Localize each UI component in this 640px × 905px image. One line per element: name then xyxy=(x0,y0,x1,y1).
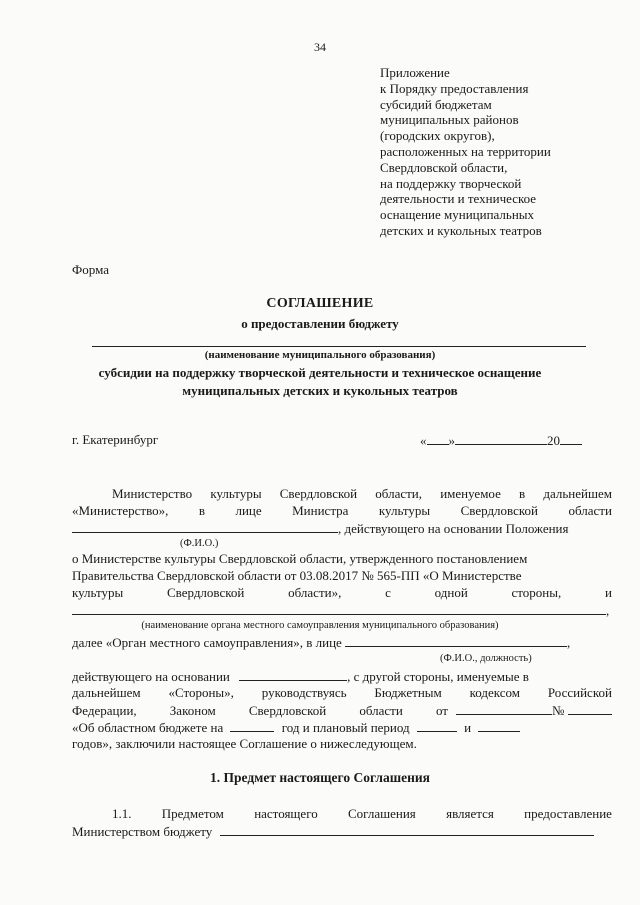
fio-caption: (Ф.И.О.) xyxy=(180,538,219,549)
word: области xyxy=(568,503,612,518)
plan-year2-blank xyxy=(478,719,520,732)
document-title: СОГЛАШЕНИЕ xyxy=(266,296,374,311)
section1-heading: 1. Предмет настоящего Соглашения xyxy=(210,770,430,785)
section1-1-line2 xyxy=(72,823,612,840)
word: Российской xyxy=(547,685,612,700)
paragraph1-line12-a: «Об областном бюджете на xyxy=(72,720,224,735)
word: Соглашения xyxy=(348,806,416,821)
basis-blank xyxy=(239,668,347,681)
city-label: г. Екатеринбург xyxy=(72,432,159,447)
appendix-line: расположенных на территории xyxy=(380,143,551,159)
appendix-line: на поддержку творческой xyxy=(380,175,522,191)
paragraph1-line8 xyxy=(72,634,612,651)
paragraph1-line5: Правительства Свердловской области от 03.08.2017 № 565-ПП «О Министерстве xyxy=(72,568,522,583)
law-number-sign: № xyxy=(552,703,565,718)
paragraph1-line9-tail: , с другой стороны, именуемые в xyxy=(347,669,529,684)
paragraph1-line8-tail: , xyxy=(567,635,571,650)
law-date-blank xyxy=(456,702,552,715)
paragraph1-line1 xyxy=(112,486,612,503)
document-subtitle: о предоставлении бюджету xyxy=(241,316,399,331)
word: дальнейшем xyxy=(72,685,141,700)
paragraph1-line6 xyxy=(72,585,612,602)
word: Свердловской xyxy=(166,585,245,600)
word: Министра xyxy=(292,503,349,518)
municipality-blank-line xyxy=(92,346,586,347)
word: именуемое xyxy=(440,486,501,501)
recipient-budget-blank xyxy=(220,823,594,836)
word: «Министерство», xyxy=(72,503,169,518)
word: в xyxy=(198,503,206,518)
word: руководствуясь xyxy=(261,685,347,700)
appendix-line: детских и кукольных театров xyxy=(380,222,542,238)
word: в xyxy=(519,486,526,501)
appendix-line: Приложение xyxy=(380,65,450,80)
word: Законом xyxy=(169,703,216,718)
appendix-line: оснащение муниципальных xyxy=(380,207,535,223)
word: от xyxy=(435,703,448,718)
budget-year-blank xyxy=(230,719,274,732)
paragraph1-line8-head: далее «Орган местного самоуправления», в лице xyxy=(72,635,342,650)
date-open-quote: « xyxy=(420,433,427,448)
word: кодексом xyxy=(469,685,521,700)
paragraph1-line4: о Министерстве культуры Свердловской области, утвержденного постановлением xyxy=(72,551,528,566)
paragraph1-line7 xyxy=(72,602,612,619)
paragraph1-line7-tail: , xyxy=(606,603,610,618)
appendix-line: деятельности и техническое xyxy=(380,191,537,207)
minister-fio-blank xyxy=(72,520,338,533)
word: Бюджетным xyxy=(374,685,442,700)
appendix-line: субсидий бюджетам xyxy=(380,96,492,112)
date-month-blank xyxy=(455,432,547,445)
word: области, xyxy=(375,486,423,501)
paragraph1-line12-b: год и плановый период xyxy=(281,720,410,735)
word: Министерство xyxy=(112,486,193,501)
word: области», xyxy=(288,585,342,600)
word: «Стороны», xyxy=(168,685,234,700)
word: является xyxy=(446,806,494,821)
paragraph1-line9-head: действующего на основании xyxy=(72,669,230,684)
word: с xyxy=(385,585,391,600)
appendix-line: (городских округов), xyxy=(380,128,495,144)
paragraph1-line12-c: и xyxy=(464,720,472,735)
form-label: Форма xyxy=(72,262,109,277)
appendix-line: муниципальных районов xyxy=(380,112,519,128)
organ-caption: (наименование органа местного самоуправления муниципального образования) xyxy=(141,620,499,631)
page-number: 34 xyxy=(314,40,326,54)
paragraph1-line11 xyxy=(72,702,612,719)
paragraph1-line9 xyxy=(72,668,612,685)
date-year-prefix: 20 xyxy=(547,433,560,448)
date-year-blank xyxy=(560,432,582,445)
organ-name-blank xyxy=(72,602,606,615)
section1-1-line2-head: Министерством бюджету xyxy=(72,824,213,839)
appendix-line: к Порядку предоставления xyxy=(380,80,529,96)
paragraph1-line3 xyxy=(72,520,612,537)
paragraph1-line12 xyxy=(72,719,612,736)
date-field xyxy=(420,432,582,449)
word: предоставление xyxy=(524,806,612,821)
word: одной xyxy=(434,585,468,600)
fio-position-caption: (Ф.И.О., должность) xyxy=(440,653,532,664)
subsidy-title-line1: субсидии на поддержку творческой деятельности и техническое оснащение xyxy=(98,365,542,380)
word: Предметом xyxy=(161,806,224,821)
word: Свердловской xyxy=(279,486,358,501)
word: Свердловской xyxy=(460,503,538,518)
plan-year1-blank xyxy=(417,719,457,732)
word: дальнейшем xyxy=(543,486,612,501)
word: Федерации, xyxy=(72,703,137,718)
paragraph1-line10 xyxy=(72,685,612,702)
subsidy-title-line2: муниципальных детских и кукольных театров xyxy=(182,383,458,398)
word: культуры xyxy=(72,585,124,600)
organ-head-blank xyxy=(345,634,567,647)
word: культуры xyxy=(210,486,262,501)
municipality-caption: (наименование муниципального образования) xyxy=(204,349,436,361)
appendix-block xyxy=(380,65,551,239)
word: лице xyxy=(235,503,262,518)
word: стороны, xyxy=(511,585,562,600)
section1-1-line1 xyxy=(112,806,612,823)
paragraph1-line13: годов», заключили настоящее Соглашение о нижеследующем. xyxy=(72,736,417,751)
word: области xyxy=(359,703,403,718)
law-number-blank xyxy=(568,702,612,715)
word: 1.1. xyxy=(112,806,132,821)
paragraph1-line3-tail: , действующего на основании Положения xyxy=(338,521,569,536)
paragraph1-line2 xyxy=(72,503,612,520)
word: и xyxy=(605,585,612,600)
date-close-quote: » xyxy=(448,433,455,448)
word: культуры xyxy=(378,503,431,518)
word: Свердловской xyxy=(248,703,327,718)
date-day-blank xyxy=(427,432,449,445)
appendix-line: Свердловской области, xyxy=(380,159,508,175)
word: настоящего xyxy=(254,806,318,821)
